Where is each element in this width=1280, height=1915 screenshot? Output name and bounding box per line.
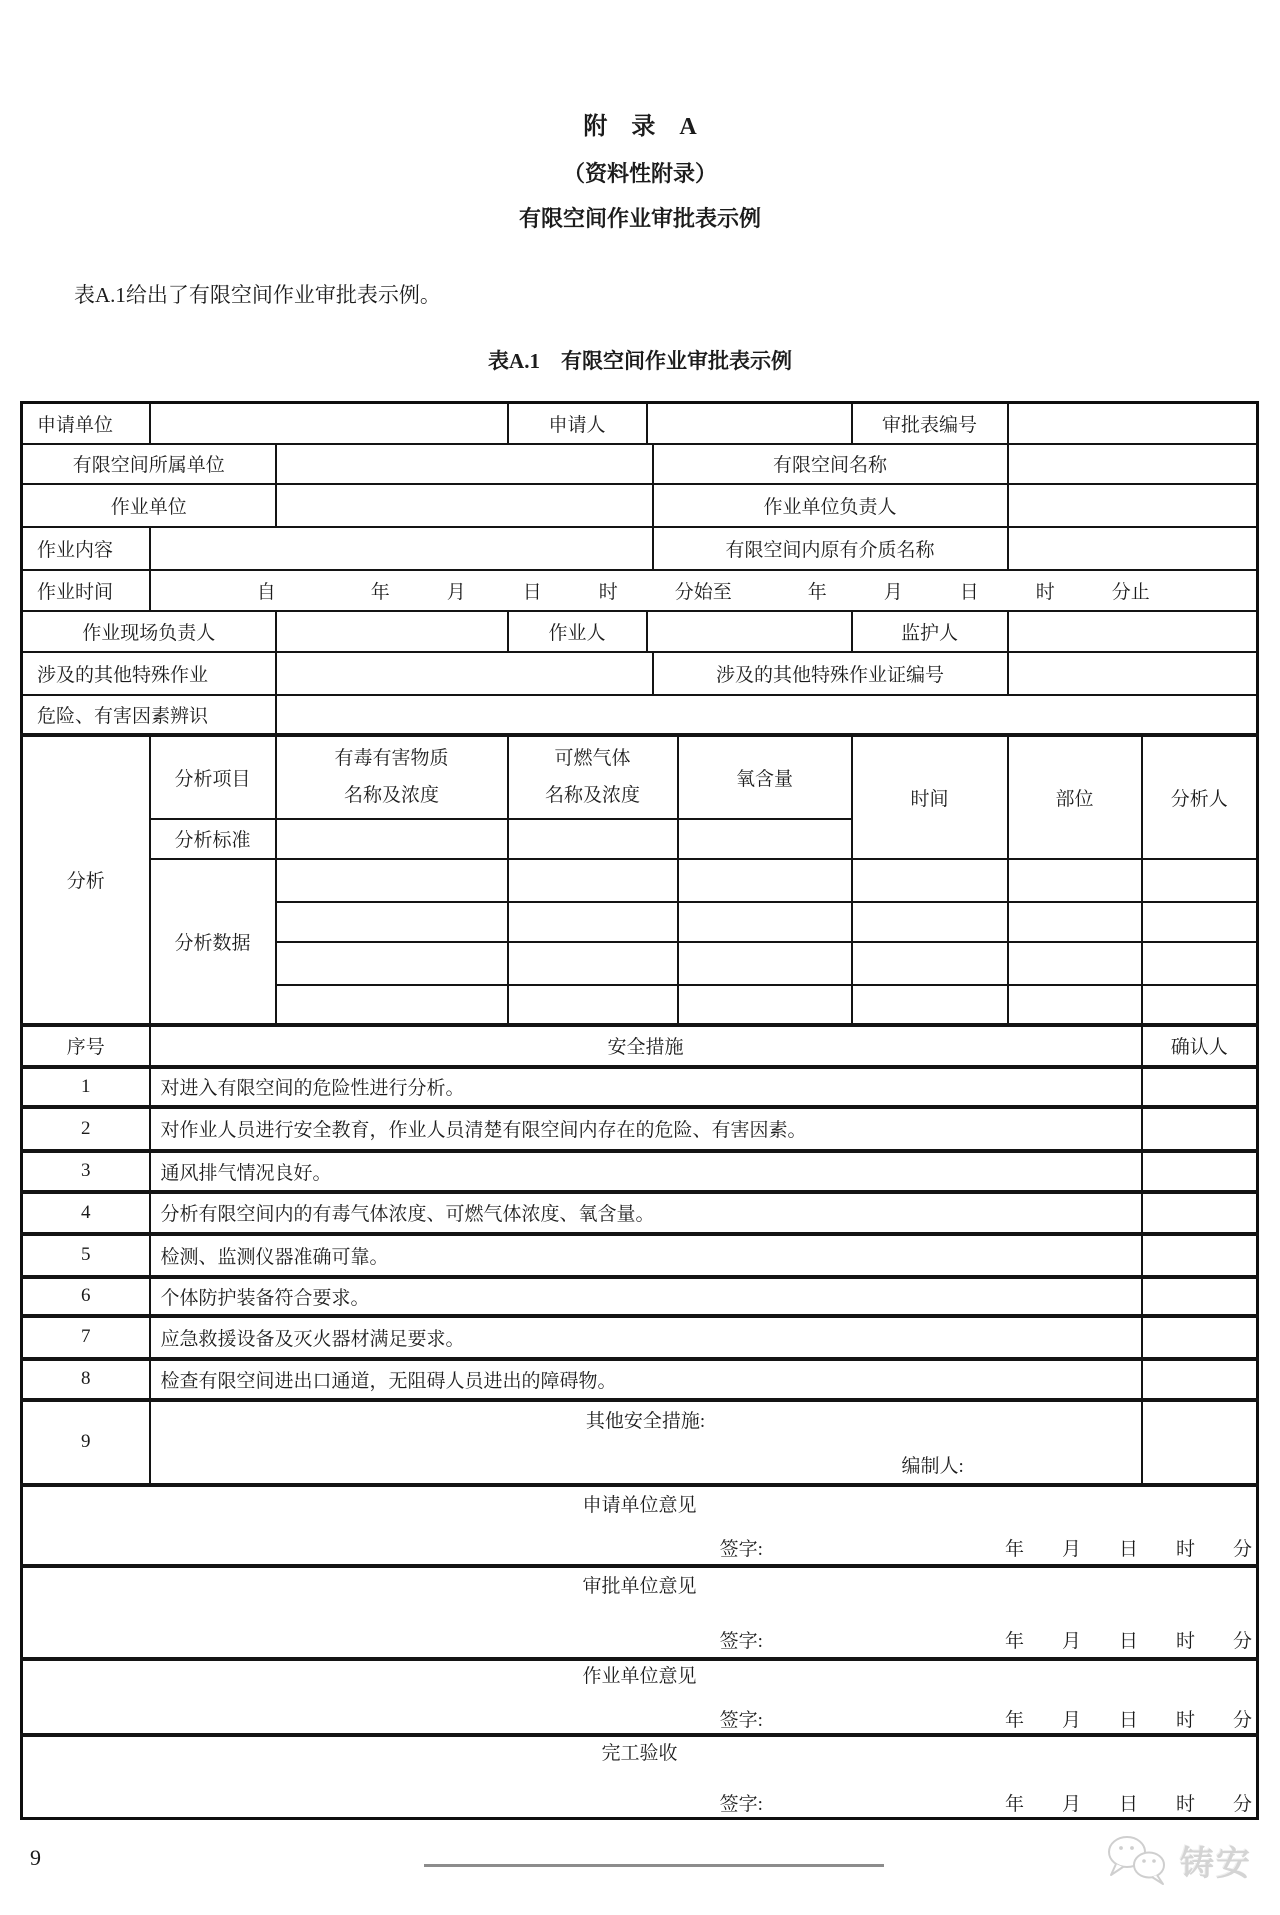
- measure-confirm-cell: [1142, 1359, 1258, 1400]
- other-special-work-label: 涉及的其他特殊作业: [22, 652, 276, 695]
- intro-paragraph: 表A.1给出了有限空间作业审批表示例。: [74, 283, 441, 307]
- measure-text: 检查有限空间进出口通道，无阻碍人员进出的障碍物。: [150, 1359, 1142, 1400]
- analysis-data-cell: [276, 859, 508, 902]
- other-measures-label: 其他安全措施:: [585, 1411, 706, 1432]
- measure-row: [22, 1316, 1258, 1359]
- measure-no: 7: [22, 1316, 150, 1359]
- measure-row: [22, 1359, 1258, 1400]
- work-unit-value-cell: [276, 484, 653, 527]
- row-hazard-identification: [22, 695, 1258, 735]
- site-head-label: 作业现场负责人: [22, 611, 276, 652]
- date-line: 年 月 日 时 分: [1005, 1793, 1253, 1815]
- measure-confirm-cell: [1142, 1234, 1258, 1277]
- preparer-label: 编制人:: [901, 1456, 964, 1477]
- measure-row: [22, 1277, 1258, 1316]
- flammable-gas-column-header: 可燃气体 名称及浓度: [508, 735, 678, 819]
- oxygen-column-header: 氧含量: [678, 735, 852, 819]
- measure-row: [22, 1234, 1258, 1277]
- measure-row: [22, 1192, 1258, 1234]
- seq-no-header: 序号: [22, 1025, 150, 1067]
- worker-label: 作业人: [508, 611, 647, 652]
- measure-confirm-cell: [1142, 1192, 1258, 1234]
- worker-value-cell: [647, 611, 852, 652]
- section-label: 申请单位意见: [582, 1494, 697, 1516]
- analysis-data-cell: [1008, 902, 1142, 942]
- date-line: 年 月 日 时 分: [1005, 1631, 1253, 1652]
- analysis-data-cell: [852, 902, 1008, 942]
- measure-row: [22, 1151, 1258, 1192]
- measure-no: 6: [22, 1277, 150, 1316]
- section-label: 作业单位意见: [582, 1666, 697, 1687]
- wechat-logo-icon: [1104, 1832, 1172, 1888]
- page-number: 9: [30, 1845, 41, 1870]
- table-caption: 表A.1 有限空间作业审批表示例: [488, 349, 792, 373]
- sign-label: 签字:: [719, 1710, 763, 1731]
- original-medium-label: 有限空间内原有介质名称: [653, 527, 1008, 570]
- applicant-label: 申请人: [508, 403, 647, 444]
- guardian-label: 监护人: [852, 611, 1008, 652]
- opinion-section: [22, 1566, 1258, 1659]
- part-column-header: 部位: [1008, 735, 1142, 859]
- measure-text: 对作业人员进行安全教育，作业人员清楚有限空间内存在的危险、有害因素。: [150, 1107, 1142, 1151]
- analysis-data-cell: [852, 859, 1008, 902]
- analysis-data-cell: [1142, 859, 1258, 902]
- measure-no: 3: [22, 1151, 150, 1192]
- space-name-label: 有限空间名称: [653, 444, 1008, 484]
- work-content-label: 作业内容: [22, 527, 150, 570]
- measure-no: 8: [22, 1359, 150, 1400]
- approval-unit-opinion-cell: [22, 1566, 1258, 1659]
- section-label: 审批单位意见: [582, 1576, 697, 1597]
- completion-acceptance-cell: [22, 1735, 1258, 1819]
- time-column-header: 时间: [852, 735, 1008, 859]
- row-other-special-work: [22, 652, 1258, 695]
- measure-confirm-cell: [1142, 1067, 1258, 1107]
- analyst-column-header: 分析人: [1142, 735, 1258, 859]
- applicant-unit-value-cell: [150, 403, 508, 444]
- work-unit-head-label: 作业单位负责人: [653, 484, 1008, 527]
- analysis-data-cell: [276, 902, 508, 942]
- analysis-data-cell: [852, 942, 1008, 985]
- measure-row: [22, 1107, 1258, 1151]
- analysis-data-cell: [508, 859, 678, 902]
- analysis-standard-toxic-cell: [276, 819, 508, 859]
- measure-text: 个体防护装备符合要求。: [150, 1277, 1142, 1316]
- measure-confirm-cell: [1142, 1107, 1258, 1151]
- row-analysis-header: [22, 735, 1258, 819]
- date-line: 年 月 日 时 分: [1005, 1710, 1253, 1731]
- other-special-work-cert-no-label: 涉及的其他特殊作业证编号: [653, 652, 1008, 695]
- approval-form-table: [20, 401, 1259, 1820]
- hazard-identification-value-cell: [276, 695, 1258, 735]
- guardian-value-cell: [1008, 611, 1258, 652]
- watermark-text: 铸安: [1180, 1845, 1252, 1883]
- row-site-head: [22, 611, 1258, 652]
- appendix-subtitle: （资料性附录）: [562, 161, 717, 186]
- analysis-data-cell: [1008, 942, 1142, 985]
- measure-text: 应急救援设备及灭火器材满足要求。: [150, 1316, 1142, 1359]
- applicant-unit-opinion-cell: [22, 1485, 1258, 1566]
- work-unit-opinion-cell: [22, 1659, 1258, 1735]
- safety-measures-header: 安全措施: [150, 1025, 1142, 1067]
- measure-confirm-cell: [1142, 1400, 1258, 1485]
- analysis-data-cell: [508, 902, 678, 942]
- original-medium-value-cell: [1008, 527, 1258, 570]
- measure-text: 对进入有限空间的危险性进行分析。: [150, 1067, 1142, 1107]
- completion-acceptance-section: [22, 1735, 1258, 1819]
- work-time-line: 自 年 月 日 时 分始至 年 月 日 时 分止: [150, 570, 1258, 611]
- analysis-data-cell: [678, 985, 852, 1025]
- row-work-content: [22, 527, 1258, 570]
- analysis-data-cell: [678, 942, 852, 985]
- measure-confirm-cell: [1142, 1151, 1258, 1192]
- analysis-data-cell: [1008, 985, 1142, 1025]
- section-label: 完工验收: [601, 1742, 678, 1764]
- row-analysis-data-1: [22, 859, 1258, 902]
- analysis-label: 分析: [22, 735, 150, 1025]
- work-unit-head-value-cell: [1008, 484, 1258, 527]
- opinion-section: [22, 1659, 1258, 1735]
- measure-no: 4: [22, 1192, 150, 1234]
- other-special-work-value-cell: [276, 652, 653, 695]
- date-line: 年 月 日 时 分: [1005, 1538, 1253, 1560]
- work-unit-label: 作业单位: [22, 484, 276, 527]
- analysis-data-cell: [852, 985, 1008, 1025]
- watermark: [1104, 1832, 1252, 1888]
- opinion-section: [22, 1485, 1258, 1566]
- row-measures-header: [22, 1025, 1258, 1067]
- row-space-owner: [22, 444, 1258, 484]
- sign-label: 签字:: [719, 1631, 763, 1652]
- row-work-time: [22, 570, 1258, 611]
- applicant-value-cell: [647, 403, 852, 444]
- measure-no: 5: [22, 1234, 150, 1277]
- sign-line: [23, 1789, 1256, 1816]
- sign-line: [23, 1626, 1256, 1653]
- sign-line: [23, 1705, 1256, 1732]
- analysis-data-cell: [276, 942, 508, 985]
- hazard-identification-label: 危险、有害因素辨识: [22, 695, 276, 735]
- appendix-heading: 有限空间作业审批表示例: [518, 206, 761, 231]
- measure-confirm-cell: [1142, 1277, 1258, 1316]
- analysis-data-cell: [1142, 942, 1258, 985]
- row-applicant: [22, 403, 1258, 444]
- analysis-standard-oxygen-cell: [678, 819, 852, 859]
- analysis-standard-flammable-cell: [508, 819, 678, 859]
- work-time-label: 作业时间: [22, 570, 150, 611]
- analysis-data-cell: [276, 985, 508, 1025]
- analysis-data-cell: [1008, 859, 1142, 902]
- space-owner-unit-value-cell: [276, 444, 653, 484]
- analysis-data-cell: [1142, 985, 1258, 1025]
- sign-label: 签字:: [719, 1538, 763, 1560]
- measure-no: 2: [22, 1107, 150, 1151]
- analysis-data-cell: [508, 942, 678, 985]
- space-name-value-cell: [1008, 444, 1258, 484]
- analysis-data-label: 分析数据: [150, 859, 276, 1025]
- measure-text: 检测、监测仪器准确可靠。: [150, 1234, 1142, 1277]
- measure-no: 9: [22, 1400, 150, 1485]
- analysis-data-cell: [508, 985, 678, 1025]
- analysis-item-label: 分析项目: [150, 735, 276, 819]
- measure-text: 通风排气情况良好。: [150, 1151, 1142, 1192]
- approval-no-label: 审批表编号: [852, 403, 1008, 444]
- approval-no-value-cell: [1008, 403, 1258, 444]
- row-work-unit: [22, 484, 1258, 527]
- measure-text: 分析有限空间内的有毒气体浓度、可燃气体浓度、氧含量。: [150, 1192, 1142, 1234]
- space-owner-unit-label: 有限空间所属单位: [22, 444, 276, 484]
- measure-row-other: [22, 1400, 1258, 1485]
- applicant-unit-label: 申请单位: [22, 403, 150, 444]
- analysis-data-cell: [678, 902, 852, 942]
- appendix-title: 附 录 A: [583, 114, 697, 140]
- other-measures-cell: [150, 1400, 1142, 1485]
- sign-line: [23, 1534, 1256, 1561]
- analysis-standard-label: 分析标准: [150, 819, 276, 859]
- measure-no: 1: [22, 1067, 150, 1107]
- analysis-data-cell: [1142, 902, 1258, 942]
- toxic-substance-column-header: 有毒有害物质 名称及浓度: [276, 735, 508, 819]
- measure-row: [22, 1067, 1258, 1107]
- other-special-work-cert-no-value-cell: [1008, 652, 1258, 695]
- confirmer-header: 确认人: [1142, 1025, 1258, 1067]
- work-content-value-cell: [150, 527, 653, 570]
- site-head-value-cell: [276, 611, 508, 652]
- measure-confirm-cell: [1142, 1316, 1258, 1359]
- sign-label: 签字:: [719, 1793, 763, 1815]
- footer-divider: [424, 1864, 884, 1867]
- analysis-data-cell: [678, 859, 852, 902]
